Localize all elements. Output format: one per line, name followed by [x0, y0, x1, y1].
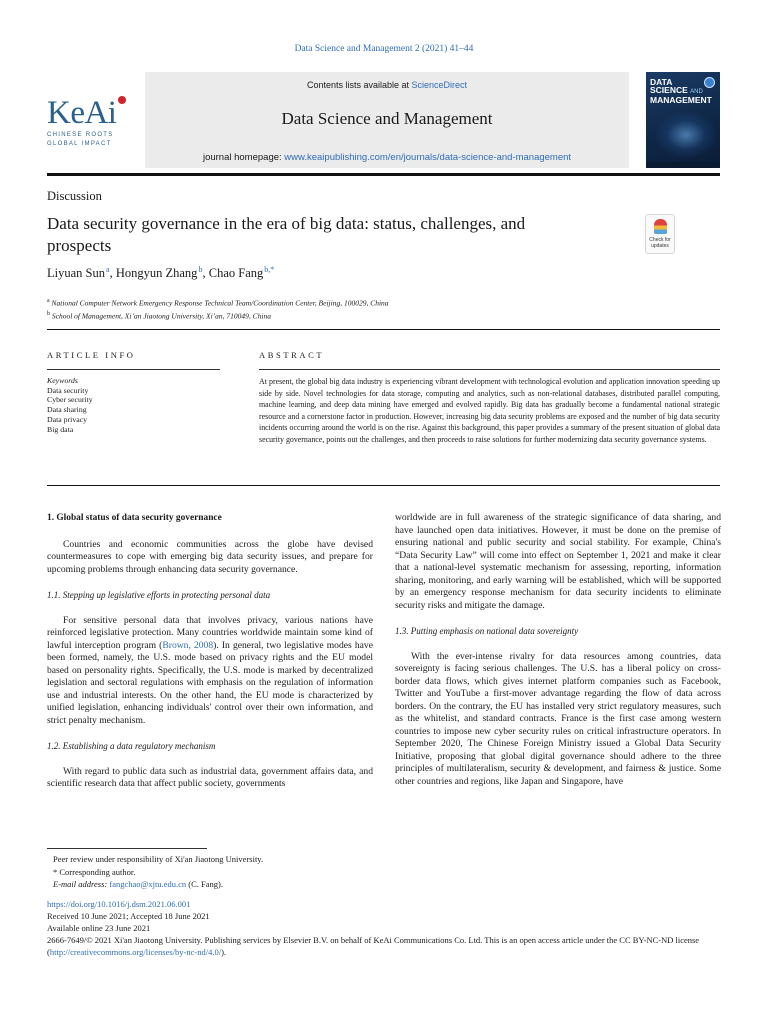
- keyword: Data security: [47, 385, 89, 395]
- cover-title: [650, 78, 712, 104]
- subsection-heading: 1.1. Stepping up legislative efforts in protecting personal data: [47, 590, 271, 600]
- affiliation-sup: a: [47, 298, 50, 304]
- subsection-heading: 1.3. Putting emphasis on national data sovereignty: [395, 626, 579, 636]
- header-divider: [47, 173, 720, 176]
- journal-cover-image[interactable]: [646, 72, 720, 168]
- affiliations: [47, 296, 389, 321]
- crossmark-icon: [654, 219, 667, 234]
- keyword: Data sharing: [47, 405, 87, 415]
- article-info-heading: ARTICLE INFO: [47, 350, 136, 360]
- peer-review-note: Peer review under responsibility of Xi'an Jiaotong University.: [53, 854, 264, 864]
- keyword: Data privacy: [47, 414, 88, 424]
- body-right-column: [395, 512, 721, 788]
- author-affil-sup[interactable]: b: [198, 265, 203, 274]
- journal-citation[interactable]: Data Science and Management 2 (2021) 41–44: [294, 44, 474, 54]
- journal-name: Data Science and Management: [281, 109, 493, 128]
- cover-badge-icon: [704, 77, 715, 88]
- homepage-link[interactable]: www.keaipublishing.com/en/journals/data-science-and-management: [284, 152, 572, 163]
- author-affil-sup[interactable]: a: [106, 265, 110, 274]
- cover-footer-bar: [646, 162, 720, 168]
- check-for-updates-button[interactable]: [645, 214, 675, 254]
- article-title: Data security governance in the era of big data: status, challenges, and prospects: [47, 214, 526, 255]
- keyword: Big data: [47, 424, 74, 434]
- keywords-label: Keywords: [47, 376, 78, 385]
- body-paragraph: With the ever-intense rivalry for data resources among countries, data sovereignty is facing serious challenges. The U.S. has a liberal policy on cross-border data flows, which gives internet platform companies such as Facebook, Twitter and YouTube a first-mover advantage regarding the flow of data across borders. On the contrary, the EU has installed very strict regulatory measures, such as the whitelist, and standard contracts. France is the first case among western countries to impose new cyber security rules on critical infrastructure operators. In September 2020, The Chinese Foreign Ministry issued a Global Data Security Initiative, proposing that global digital governance should adhere to the three principles of multilateralism, security & development, and fairness & justice. Some other countries and regions, like Japan and Singapore, have: [395, 650, 721, 787]
- doi-link[interactable]: https://doi.org/10.1016/j.dsm.2021.06.001: [47, 899, 191, 909]
- footnote-divider: [47, 848, 207, 849]
- email-label: E-mail address:: [53, 879, 110, 889]
- received-dates: Received 10 June 2021; Accepted 18 June 2021: [47, 911, 210, 921]
- email-note: [53, 878, 263, 891]
- abstract-heading: ABSTRACT: [259, 350, 325, 360]
- footnotes: [53, 853, 263, 891]
- paragraph-text: For sensitive personal data that involves privacy, various nations have reinforced legislative protection. Many countries worldwide maintain some kind of lawful interception program (: [47, 614, 373, 651]
- keai-logo: [47, 96, 137, 148]
- homepage-line: [145, 152, 629, 163]
- cover-graphic: [656, 112, 716, 158]
- body-paragraph: With regard to public data such as industrial data, government affairs data, and scientific research data that affect public society, governments: [47, 765, 373, 789]
- body-paragraph: worldwide are in full awareness of the strategic significance of data sharing, and have launched open data initiatives. However, it must be done on the premise of ensuring national and public security and social stability. For example, China's “Data Security Law” will come into effect on September 1, 2021 and make it clear that a national-level systematic mechanism for assessing, reporting, information sharing, monitoring, and early warning will be established, which will be supported by an emergency response mechanism for data security incidents to eliminate security risks and mitigate the damage.: [395, 512, 721, 611]
- article-metadata: [47, 898, 722, 958]
- author-list: Liyuan Sun $^a$, Hongyun Zhang $^b$, Chao Fang $^{b,*}$: [47, 265, 275, 281]
- homepage-prefix: journal homepage:: [202, 152, 285, 163]
- paragraph-text: ). In general, two legislative modes have been formed, namely, the U.S. mode based on privacy rights and the EU model based on personality rights. Specifically, the U.S. mode is marked by decentralized legislation and sectoral regulations with emphasis on the regulation of information use and industrial interests. On the other hand, the EU mode is characterized by unified legislation, enhancing individuals' control over their own information, and strict penalty mechanism.: [47, 639, 373, 726]
- keywords-block: [47, 376, 93, 434]
- author-name[interactable]: Liyuan Sun: [47, 266, 105, 281]
- journal-header-box: [145, 72, 629, 168]
- article-info-rule: [47, 369, 220, 370]
- body-paragraph: Countries and economic communities across the globe have devised countermeasures to cope with emerging big data security issues, and prepare for upcoming problems through enhancing data security governance.: [47, 538, 373, 575]
- cover-title-line-1: DATA: [650, 77, 673, 87]
- abstract-text: At present, the global big data industry is experiencing vibrant development with technological evolution and application innovation speeding up side by side. Novel technologies for data storage, computing and analytics, such as non-relational databases, distributed parallel computing, machine learning, and deep data mining have emerged and evolved rapidly. Big data has gradually become a fundamental national strategic resource and a cornerstone factor in production. However, increasing big data security problems are exposed and the number of big data security incidents occurring around the world is on the rise. Against this background, this paper provides a summary of the present situation of global data security governance, points out the challenges, and then proceeds to raise solutions for further modernizing data security governance systems.: [259, 377, 720, 444]
- author-affil-sup[interactable]: b,*: [264, 265, 275, 274]
- license-text-a: 2666-7649/© 2021 Xi'an Jiaotong University. Publishing services by Elsevier B.V. on behalf of KeAi Communications Co. Ltd. This is an open access article under the CC BY-NC-ND license (: [47, 935, 700, 957]
- body-left-column: [47, 512, 373, 791]
- author-name[interactable]: Chao Fang: [208, 266, 264, 281]
- email-link[interactable]: fangchao@xjtu.edu.cn: [109, 879, 187, 889]
- affiliation-item: [47, 309, 389, 322]
- logo-dot-icon: [118, 96, 126, 104]
- crossmark-label: [646, 237, 674, 249]
- online-date: Available online 23 June 2021: [47, 923, 151, 933]
- logo-wordmark: KeAi: [47, 95, 117, 131]
- author-name[interactable]: Hongyun Zhang: [115, 266, 198, 281]
- reference-link[interactable]: Brown, 2008: [162, 639, 214, 651]
- subsection-heading: 1.2. Establishing a data regulatory mechanism: [47, 741, 216, 751]
- corresponding-author-note: * Corresponding author.: [53, 866, 136, 877]
- crossmark-label-2: updates: [651, 243, 669, 249]
- body-paragraph: [47, 615, 373, 728]
- keyword: Cyber security: [47, 395, 93, 405]
- affiliations-divider: [47, 329, 720, 330]
- license-text: [47, 934, 722, 958]
- logo-tagline-1: CHINESE ROOTS: [47, 132, 114, 138]
- abstract-divider: [47, 485, 720, 486]
- license-link[interactable]: http://creativecommons.org/licenses/by-nc-nd/4.0/: [49, 947, 222, 957]
- cover-title-line-3: MANAGEMENT: [650, 95, 712, 105]
- affiliation-text: National Computer Network Emergency Response Technical Team/Coordination Center, Beijing, 100029, China: [51, 298, 389, 308]
- logo-tagline-2: GLOBAL IMPACT: [47, 141, 112, 147]
- cover-title-and: AND: [690, 89, 703, 95]
- affiliation-text: School of Management, Xi’an Jiaotong University, Xi’an, 710049, China: [51, 311, 272, 320]
- license-text-b: ).: [221, 947, 227, 957]
- abstract-rule: [259, 369, 720, 370]
- cover-title-line-2: SCIENCE: [650, 85, 688, 95]
- affiliation-sup: b: [47, 310, 50, 317]
- section-heading: 1. Global status of data security governance: [47, 513, 222, 523]
- sciencedirect-link[interactable]: ScienceDirect: [411, 80, 468, 90]
- crossmark-label-1: Check for: [649, 237, 671, 243]
- email-suffix: (C. Fang).: [186, 879, 223, 889]
- contents-prefix: Contents lists available at: [306, 80, 412, 90]
- article-type: Discussion: [47, 189, 102, 203]
- contents-line: [145, 80, 629, 90]
- affiliation-item: [47, 296, 389, 309]
